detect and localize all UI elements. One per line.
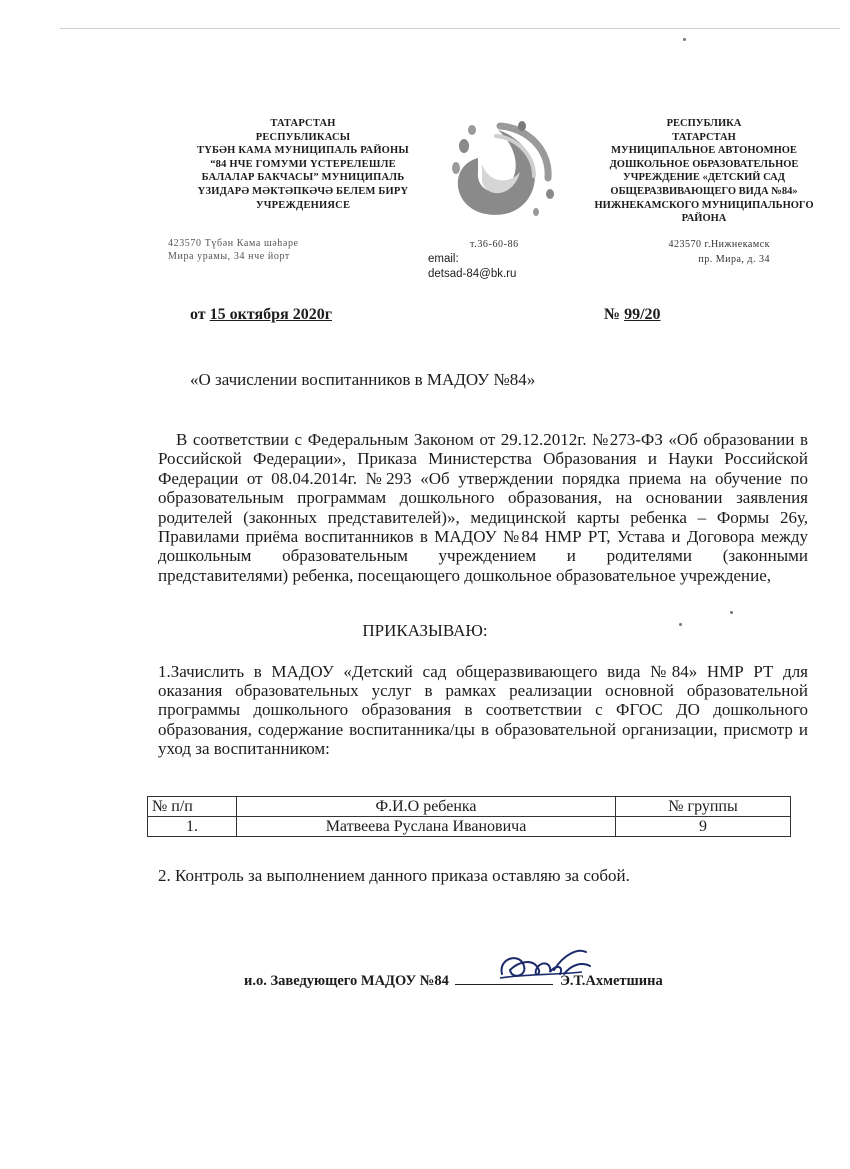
header-right-line: ОБЩЕРАЗВИВАЮЩЕГО ВИДА №84» <box>610 185 798 197</box>
cell-name: Матвеева Руслана Ивановича <box>237 817 616 837</box>
pupils-table <box>147 796 791 837</box>
order-item-2: 2. Контроль за выполнением данного приказа оставляю за собой. <box>158 866 630 885</box>
date-prefix: от <box>190 306 206 323</box>
contact-block <box>428 237 519 282</box>
header-right-line: МУНИЦИПАЛЬНОЕ АВТОНОМНОЕ <box>611 145 797 157</box>
header-russian-block <box>588 117 820 226</box>
col-header-number: № п/п <box>148 797 237 817</box>
number-value: 99/20 <box>624 306 661 323</box>
address-left-line2: Мира урамы, 34 нче йорт <box>168 251 290 262</box>
header-right-line: РАЙОНА <box>681 213 727 225</box>
address-left-line1: 423570 Түбән Кама шәһәре <box>168 238 299 249</box>
col-header-name: Ф.И.О ребенка <box>237 797 616 817</box>
header-right-line: РЕСПУБЛИКА <box>666 118 742 129</box>
signer-name: Э.Т.Ахметшина <box>560 973 663 989</box>
order-item-1: 1.Зачислить в МАДОУ «Детский сад общеразвивающего вида №84» НМР РТ для оказания образовательных услуг в рамках реализации основной образовательной программы дошкольного образования в соответствии с ФГОС ДО дошкольного образования, содержание воспитанника/цы в образовательной организации, присмотр и уход за воспитанником: <box>158 662 808 758</box>
scan-speck <box>683 38 686 41</box>
top-scan-border <box>60 28 840 29</box>
header-tatar-block <box>178 117 428 212</box>
header-left-line: ТАТАРСТАН <box>270 118 336 129</box>
address-russian <box>632 237 770 267</box>
header-right-line: НИЖНЕКАМСКОГО МУНИЦИПАЛЬНОГО <box>594 199 814 211</box>
table-row <box>148 817 791 837</box>
email-address: detsad-84@bk.ru <box>428 268 517 280</box>
header-left-line: ТҮБӘН КАМА МУНИЦИПАЛЬ РАЙОНЫ <box>197 145 409 157</box>
order-date <box>190 306 332 324</box>
address-tatar <box>168 237 299 263</box>
address-right-line2: пр. Мира, д. 34 <box>698 254 770 265</box>
handwritten-signature-icon <box>494 944 594 990</box>
header-left-line: “84 НЧЕ ГОМУМИ ҮСТЕРЕЛЕШЛЕ <box>210 158 396 170</box>
email-label: email: <box>428 253 459 265</box>
order-subject: «О зачислении воспитанников в МАДОУ №84» <box>190 370 536 389</box>
header-right-line: УЧРЕЖДЕНИЕ «ДЕТСКИЙ САД <box>623 172 785 184</box>
signature-block <box>244 972 663 990</box>
number-prefix: № <box>604 306 621 323</box>
signer-title: и.о. Заведующего МАДОУ №84 <box>244 973 449 989</box>
table-header-row <box>148 797 791 817</box>
kindergarten-logo-icon <box>438 116 562 224</box>
cell-group: 9 <box>616 817 791 837</box>
header-left-line: УЧРЕЖДЕНИЯСЕ <box>255 199 351 211</box>
col-header-group: № группы <box>616 797 791 817</box>
order-heading: ПРИКАЗЫВАЮ: <box>362 621 488 640</box>
header-left-line: БАЛАЛАР БАКЧАСЫ” МУНИЦИПАЛЬ <box>201 172 405 184</box>
legal-basis-paragraph: В соответствии с Федеральным Законом от 29.12.2012г. №273-ФЗ «Об образовании в Российской Федерации», Приказа Министерства Образования и Науки Российской Федерации от 08.04.2014г. №293 «Об утверждении порядка приема на обучение по образовательным программам дошкольного образования, на основании заявления родителей (законных представителей)», медицинской карты ребенка – Формы 26у, Правилами приёма воспитанников в МАДОУ №84 НМР РТ, Устава и Договора между дошкольным образовательным учреждением и родителями (законными представителями) ребенка, посещающего дошкольное образовательное учреждение, <box>158 430 808 585</box>
header-right-line: ТАТАРСТАН <box>672 131 736 143</box>
cell-number: 1. <box>148 817 237 837</box>
header-right-line: ДОШКОЛЬНОЕ ОБРАЗОВАТЕЛЬНОЕ <box>609 158 799 170</box>
order-number <box>604 306 661 324</box>
header-left-line: ҮЗИДАРӘ МӘКТӘПКӘЧӘ БЕЛЕМ БИРҮ <box>197 185 409 197</box>
phone-number: т.36-60-86 <box>470 239 519 250</box>
header-left-line: РЕСПУБЛИКАСЫ <box>255 131 351 143</box>
address-right-line1: 423570 г.Нижнекамск <box>668 239 770 250</box>
date-value: 15 октября 2020г <box>209 306 332 323</box>
scan-speck <box>730 611 733 614</box>
scan-speck <box>679 623 682 626</box>
